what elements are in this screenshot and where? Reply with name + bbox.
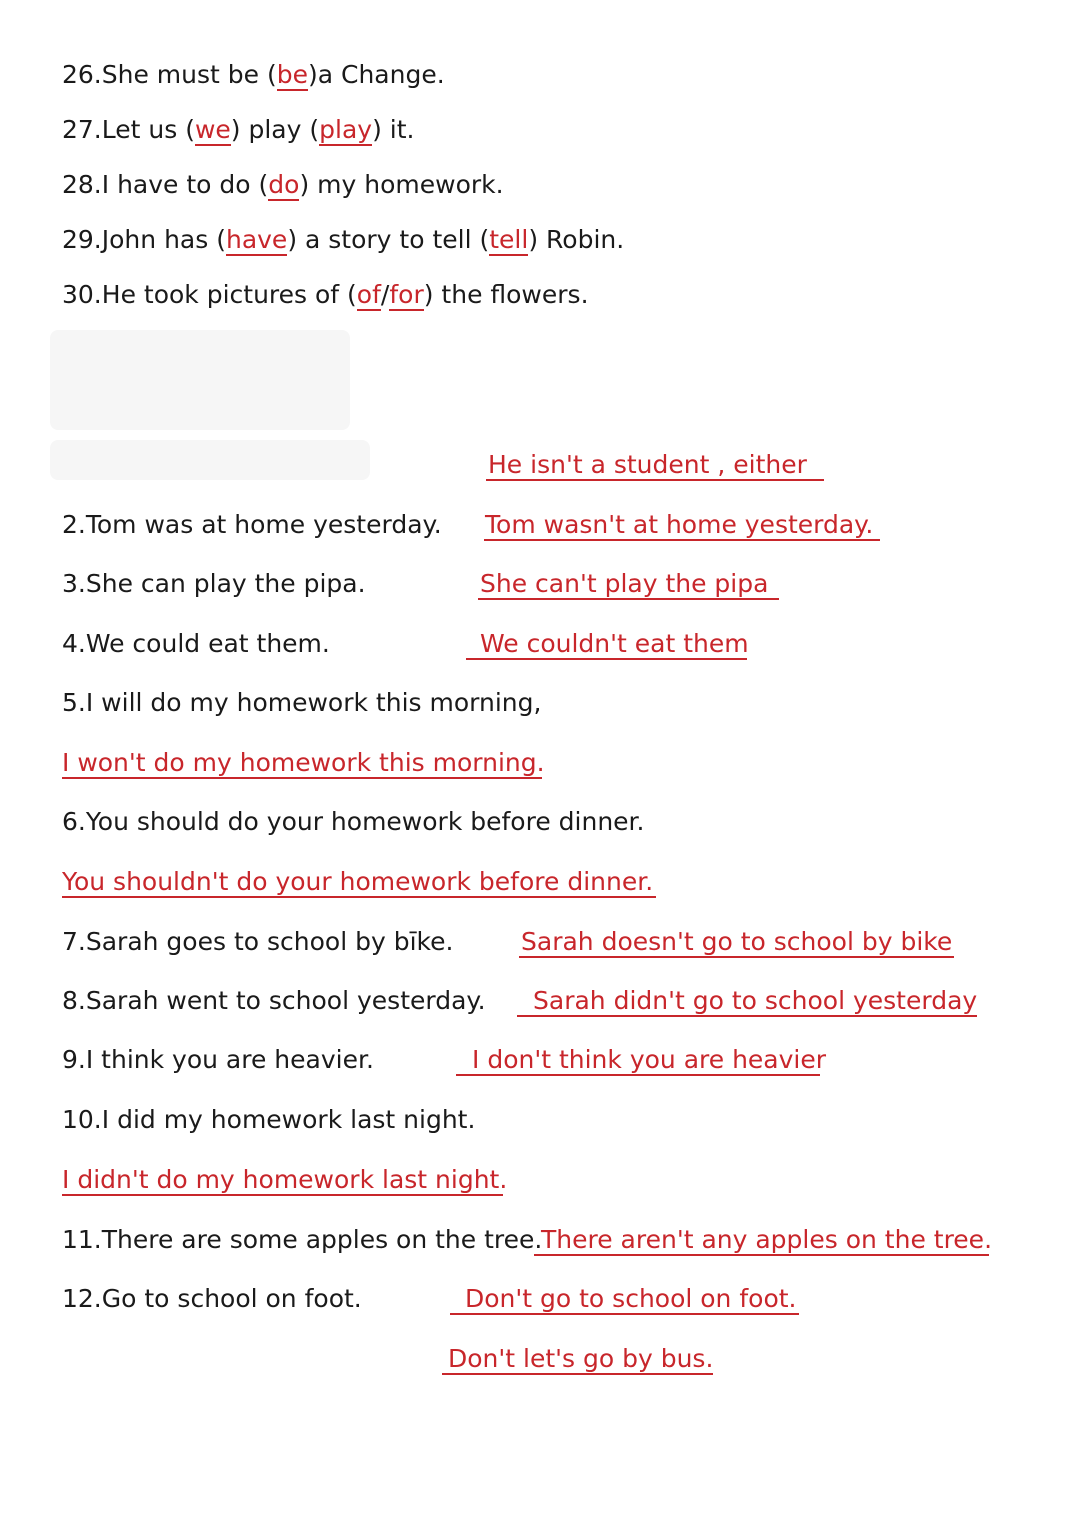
smudge [50, 440, 370, 480]
blank-answer: of [356, 280, 381, 309]
question-4: 4.We could eat them. [62, 629, 330, 658]
question-11: 11.There are some apples on the tree. [62, 1225, 543, 1254]
answer-12b: Don't let's go by bus. [448, 1344, 714, 1373]
answer-underline [456, 1074, 820, 1076]
question-2: 2.Tom was at home yesterday. [62, 510, 442, 539]
answer-underline [442, 1373, 713, 1375]
question-5: 5.I will do my homework this morning, [62, 688, 542, 717]
answer-11: There aren't any apples on the tree. [541, 1225, 993, 1254]
answer-underline [478, 598, 779, 600]
answer-underline [517, 1015, 977, 1017]
answer-underline [62, 777, 542, 779]
blank-answer: we [194, 115, 231, 144]
answer-underline [534, 1254, 989, 1256]
question-7: 7.Sarah goes to school by bīke. [62, 927, 454, 956]
answer-3: She can't play the pipa [480, 569, 769, 598]
question-6: 6.You should do your homework before dinner. [62, 807, 645, 836]
item-26: 26.She must be (be)a Change. [62, 60, 445, 89]
answer-underline [519, 956, 954, 958]
answer-underline [466, 658, 747, 660]
answer-10: I didn't do my homework last night. [62, 1165, 508, 1194]
item-28: 28.I have to do (do) my homework. [62, 170, 504, 199]
question-8: 8.Sarah went to school yesterday. [62, 986, 486, 1015]
answer-underline [484, 539, 880, 541]
answer-5: I won't do my homework this morning. [62, 748, 545, 777]
item-27: 27.Let us (we) play (play) it. [62, 115, 415, 144]
smudge [50, 330, 350, 430]
blank-answer: play [319, 115, 373, 144]
answer-underline [486, 479, 824, 481]
answer-2: Tom wasn't at home yesterday. [485, 510, 874, 539]
item-29: 29.John has (have) a story to tell (tell) Robin. [62, 225, 625, 254]
answer-underline [62, 896, 656, 898]
question-3: 3.She can play the pipa. [62, 569, 366, 598]
answer-12: Don't go to school on foot. [465, 1284, 797, 1313]
blank-answer: do [268, 170, 300, 199]
answer-4: We couldn't eat them [480, 629, 749, 658]
blank-answer: for [389, 280, 424, 309]
question-12: 12.Go to school on foot. [62, 1284, 362, 1313]
item-30: 30.He took pictures of (of/for) the flowers. [62, 280, 589, 309]
answer-9: I don't think you are heavier [472, 1045, 827, 1074]
blank-answer: have [225, 225, 288, 254]
answer-6: You shouldn't do your homework before dinner. [62, 867, 654, 896]
question-9: 9.I think you are heavier. [62, 1045, 374, 1074]
question-10: 10.I did my homework last night. [62, 1105, 476, 1134]
blank-answer: be [276, 60, 308, 89]
answer-1: He isn't a student , either [488, 450, 807, 479]
blank-answer: tell [489, 225, 529, 254]
answer-underline [450, 1313, 799, 1315]
answer-8: Sarah didn't go to school yesterday [533, 986, 978, 1015]
answer-underline [62, 1194, 503, 1196]
answer-7: Sarah doesn't go to school by bike [521, 927, 953, 956]
